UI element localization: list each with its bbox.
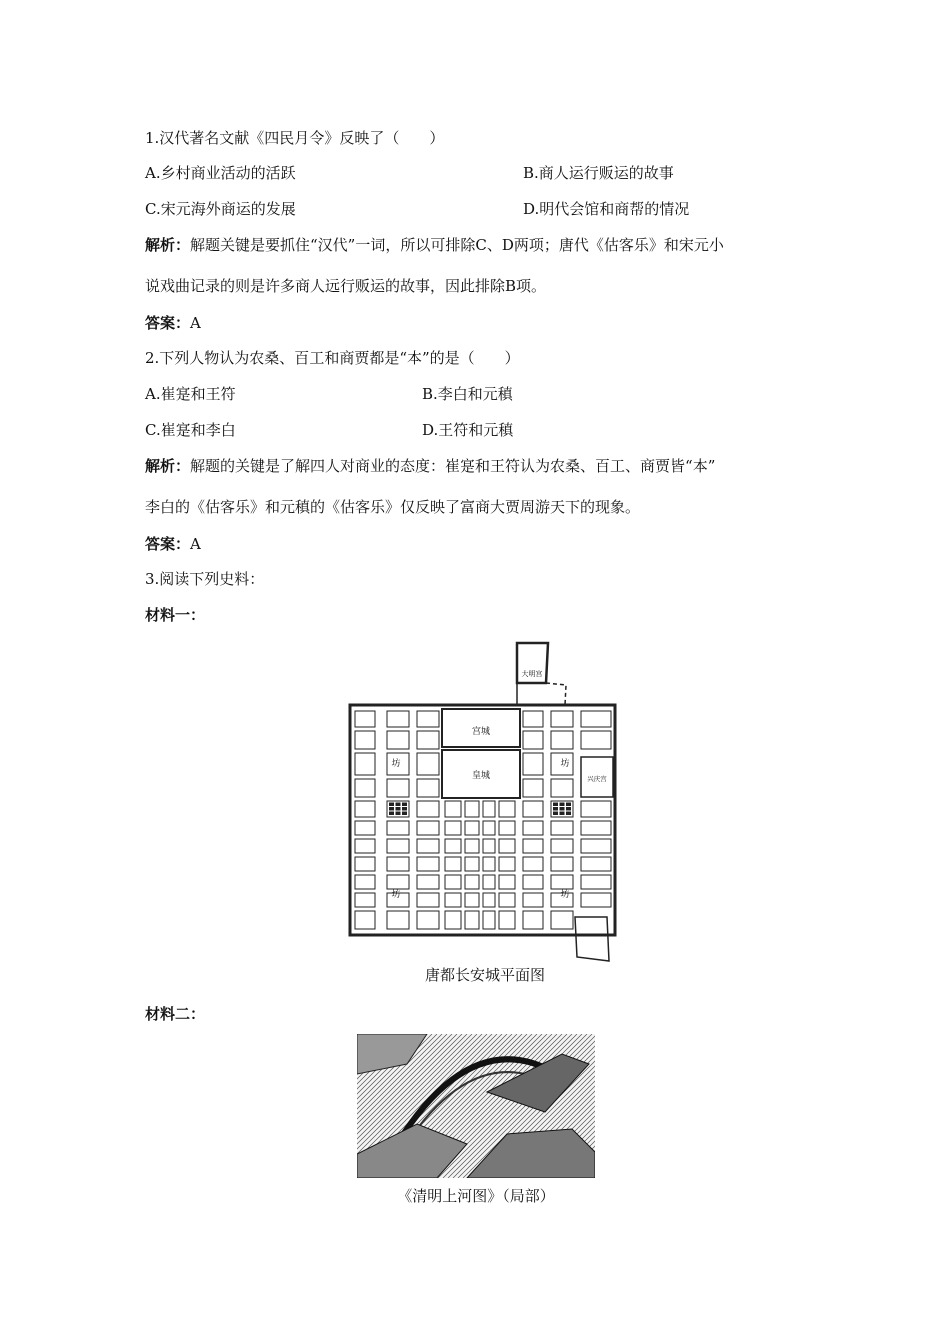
city-ward (581, 893, 611, 907)
city-ward (551, 911, 573, 929)
q2-analysis-label: 解析： (145, 457, 191, 475)
q2-answer-value: A (190, 535, 201, 553)
city-ward (523, 857, 543, 871)
city-ward (483, 857, 495, 871)
city-ward (465, 839, 479, 853)
painting-caption: 《清明上河图》（局部） (397, 1187, 555, 1205)
city-ward (551, 857, 573, 871)
city-ward (387, 731, 409, 749)
city-ward (581, 711, 611, 727)
city-ward (483, 839, 495, 853)
city-ward (483, 821, 495, 835)
market-cell (553, 803, 558, 807)
market-cell (396, 803, 401, 807)
city-ward (499, 801, 515, 817)
city-ward (387, 779, 409, 797)
q2-analysis-text1: 解题的关键是了解四人对商业的态度：崔寔和王符认为农桑、百工、商贾皆“本” (190, 457, 716, 475)
city-ward (465, 893, 479, 907)
city-ward (417, 801, 439, 817)
city-ward (499, 911, 515, 929)
market-cell (560, 812, 565, 816)
city-ward (523, 753, 543, 775)
city-ward (417, 839, 439, 853)
city-ward (581, 839, 611, 853)
city-ward (483, 893, 495, 907)
city-ward (387, 857, 409, 871)
q2-stem: 2.下列人物认为农桑、百工和商贾都是“本”的是（ ） (145, 349, 520, 367)
label-ward-sw: 坊 (391, 890, 401, 900)
city-ward (499, 839, 515, 853)
city-ward (581, 857, 611, 871)
q1-answer (145, 312, 201, 334)
city-ward (355, 911, 375, 929)
material1-label: 材料一： (145, 606, 206, 624)
city-ward (551, 779, 573, 797)
market-cell (560, 803, 565, 807)
city-ward (445, 801, 461, 817)
city-ward (581, 731, 611, 749)
label-daming-palace: 大明宫 (521, 670, 543, 678)
q1-option-b: B.商人运行贩运的故事 (523, 164, 674, 182)
city-ward (445, 911, 461, 929)
city-ward (523, 711, 543, 727)
city-ward (523, 779, 543, 797)
map-caption: 唐都长安城平面图 (424, 966, 545, 984)
market-cell (402, 812, 407, 816)
label-xingqing-palace: 兴庆宫 (587, 775, 607, 783)
q1-options-row1 (145, 162, 674, 184)
q2-options-row1 (145, 383, 513, 405)
market-cell (389, 807, 394, 811)
city-ward (417, 779, 439, 797)
q2-analysis-line2: 李白的《估客乐》和元稹的《估客乐》仅反映了富商大贾周游天下的现象。 (145, 498, 641, 516)
city-ward (581, 875, 611, 889)
city-ward (523, 893, 543, 907)
city-ward (523, 839, 543, 853)
city-ward (445, 839, 461, 853)
city-ward (465, 875, 479, 889)
city-ward (417, 893, 439, 907)
city-ward (551, 839, 573, 853)
q2-option-c: C.崔寔和李白 (145, 421, 236, 439)
city-ward (417, 731, 439, 749)
q2-analysis-line1 (145, 455, 715, 477)
city-ward (483, 875, 495, 889)
q2-options-row2 (145, 419, 514, 441)
city-ward (355, 857, 375, 871)
market-cell (566, 812, 571, 816)
city-ward (551, 821, 573, 835)
city-ward (523, 911, 543, 929)
city-ward (445, 875, 461, 889)
q3-stem: 3.阅读下列史料： (145, 570, 265, 588)
city-ward (355, 753, 375, 775)
city-ward (355, 731, 375, 749)
city-ward (551, 711, 573, 727)
q1-analysis-line2: 说戏曲记录的则是许多商人远行贩运的故事，因此排除B项。 (145, 277, 547, 295)
city-ward (499, 875, 515, 889)
city-ward (417, 711, 439, 727)
city-ward (483, 801, 495, 817)
city-ward (523, 801, 543, 817)
market-cell (560, 807, 565, 811)
city-ward (355, 839, 375, 853)
city-ward (387, 711, 409, 727)
market-cell (402, 803, 407, 807)
q2-option-d: D.王符和元稹 (422, 421, 514, 439)
market-cell (402, 807, 407, 811)
southeast-pool (575, 917, 609, 961)
city-ward (483, 911, 495, 929)
city-ward (581, 821, 611, 835)
q2-answer (145, 533, 201, 555)
label-ward-nw: 坊 (391, 759, 401, 769)
market-cell (396, 807, 401, 811)
q1-option-a: A.乡村商业活动的活跃 (145, 164, 296, 182)
city-ward (465, 821, 479, 835)
city-ward (417, 875, 439, 889)
city-ward (551, 875, 573, 889)
city-ward (523, 821, 543, 835)
q1-analysis-text1: 解题关键是要抓住“汉代”一词，所以可排除C、D两项；唐代《估客乐》和宋元小 (190, 236, 724, 254)
q2-option-a: A.崔寔和王符 (145, 385, 236, 403)
market-cell (396, 812, 401, 816)
market-cell (566, 807, 571, 811)
city-ward (355, 711, 375, 727)
q1-options-row2 (145, 198, 690, 220)
city-ward (499, 857, 515, 871)
city-ward (465, 911, 479, 929)
qingming-painting (357, 1034, 595, 1178)
city-ward (387, 821, 409, 835)
city-ward (387, 875, 409, 889)
label-ward-se: 坊 (560, 890, 570, 900)
label-palace-city: 宫城 (471, 727, 491, 737)
city-ward (355, 893, 375, 907)
city-ward (387, 911, 409, 929)
city-ward (417, 857, 439, 871)
city-ward (499, 821, 515, 835)
city-ward (387, 839, 409, 853)
market-cell (389, 812, 394, 816)
city-ward (551, 731, 573, 749)
city-ward (355, 801, 375, 817)
market-cell (566, 803, 571, 807)
city-ward (465, 857, 479, 871)
city-ward (355, 875, 375, 889)
label-ward-ne: 坊 (560, 759, 570, 769)
city-ward (445, 857, 461, 871)
q1-stem: 1.汉代著名文献《四民月令》反映了（ ） (145, 129, 445, 147)
city-ward (445, 893, 461, 907)
q1-option-c: C.宋元海外商运的发展 (145, 200, 296, 218)
city-ward (417, 753, 439, 775)
city-ward (355, 779, 375, 797)
city-ward (499, 893, 515, 907)
market-cell (389, 803, 394, 807)
city-ward (465, 801, 479, 817)
city-ward (417, 821, 439, 835)
q1-analysis-line1 (145, 234, 724, 256)
q2-answer-label: 答案： (145, 535, 191, 553)
label-imperial-city: 皇城 (471, 771, 491, 781)
city-ward (417, 911, 439, 929)
changan-city-map (345, 635, 625, 965)
city-ward (581, 801, 611, 817)
market-cell (553, 807, 558, 811)
q1-analysis-label: 解析： (145, 236, 191, 254)
city-ward (523, 875, 543, 889)
material2-label: 材料二： (145, 1005, 206, 1023)
city-ward (445, 821, 461, 835)
q2-option-b: B.李白和元稹 (422, 385, 513, 403)
city-ward (355, 821, 375, 835)
q1-answer-label: 答案： (145, 314, 191, 332)
q1-answer-value: A (190, 314, 201, 332)
city-ward (523, 731, 543, 749)
q1-option-d: D.明代会馆和商帮的情况 (523, 200, 690, 218)
market-cell (553, 812, 558, 816)
